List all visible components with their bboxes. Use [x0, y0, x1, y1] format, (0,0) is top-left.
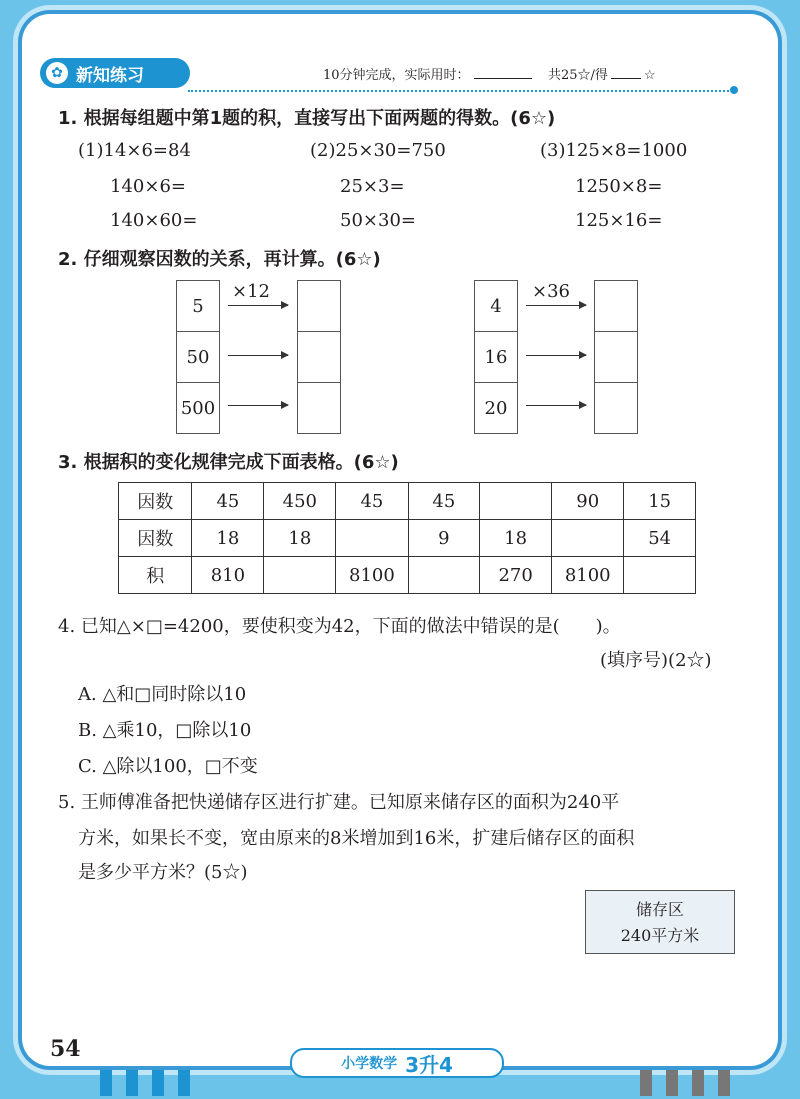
answer-cell[interactable] — [298, 332, 340, 383]
q1-b-2: 50×30= — [340, 210, 416, 231]
table-cell-blank[interactable] — [624, 557, 696, 594]
row-header: 因数 — [119, 520, 192, 557]
book-label — [290, 1048, 504, 1078]
arrow-icon — [228, 355, 288, 356]
answer-cell[interactable] — [298, 383, 340, 433]
q1-a-1: 140×6= — [110, 176, 186, 197]
answer-cell[interactable] — [595, 281, 637, 332]
q1-given-3: (3)125×8=1000 — [540, 140, 688, 161]
table-cell: 18 — [264, 520, 336, 557]
table-cell: 90 — [552, 483, 624, 520]
table-cell: 810 — [192, 557, 264, 594]
table-cell-blank[interactable] — [264, 557, 336, 594]
book-subject: 小学数学 — [341, 1056, 398, 1072]
table-cell: 270 — [480, 557, 552, 594]
q4-option-a: A. △和□同时除以10 — [78, 684, 247, 705]
table-cell: 450 — [264, 483, 336, 520]
q1-b-1: 140×60= — [110, 210, 198, 231]
table-cell: 15 — [624, 483, 696, 520]
q2-right-input: 4 — [475, 281, 517, 332]
arrow-icon — [228, 405, 288, 406]
table-row — [119, 557, 696, 594]
score-prefix: 共25☆/得 — [547, 68, 608, 83]
header-dot — [730, 86, 738, 94]
header — [38, 58, 738, 92]
answer-cell[interactable] — [595, 383, 637, 433]
q2-left-inputs — [176, 280, 220, 434]
q1-given-2: (2)25×30=750 — [310, 140, 446, 161]
time-text: 10分钟完成，实际用时： — [323, 68, 470, 83]
q2-right-inputs — [474, 280, 518, 434]
table-row — [119, 520, 696, 557]
table-cell-blank[interactable] — [552, 520, 624, 557]
q4-option-b: B. △乘10，□除以10 — [78, 720, 252, 741]
answer-cell[interactable] — [595, 332, 637, 383]
table-cell: 45 — [192, 483, 264, 520]
row-header: 因数 — [119, 483, 192, 520]
section-badge — [40, 58, 190, 88]
arrow-icon — [526, 355, 586, 356]
table-cell: 8100 — [336, 557, 408, 594]
time-blank[interactable] — [474, 78, 532, 79]
row-header: 积 — [119, 557, 192, 594]
table-row — [119, 483, 696, 520]
header-divider — [188, 90, 733, 92]
q2-left-input: 500 — [180, 397, 216, 419]
score-blank[interactable] — [611, 78, 641, 79]
footer-stripes-left — [100, 1070, 190, 1096]
arrow-icon — [526, 405, 586, 406]
q5-line-1: 5. 王师傅准备把快递储存区进行扩建。已知原来储存区的面积为240平 — [58, 792, 620, 813]
answer-cell[interactable] — [298, 281, 340, 332]
q3-title: 3. 根据积的变化规律完成下面表格。(6☆) — [58, 452, 399, 473]
q5-line-2: 方米，如果长不变，宽由原来的8米增加到16米，扩建后储存区的面积 — [78, 828, 635, 849]
q2-right-operator: ×36 — [532, 281, 570, 302]
book-grade: 3升4 — [405, 1052, 453, 1077]
arrow-icon — [228, 305, 288, 306]
q1-a-3: 1250×8= — [575, 176, 663, 197]
storage-name: 储存区 — [635, 900, 684, 919]
q2-left-input: 50 — [177, 332, 219, 383]
q4-note: (填序号)(2☆) — [600, 650, 712, 671]
arrow-icon — [526, 305, 586, 306]
factor-table — [118, 482, 696, 594]
time-score-info — [323, 64, 656, 83]
table-cell: 45 — [336, 483, 408, 520]
q2-right-input: 16 — [475, 332, 517, 383]
q2-left-answers — [297, 280, 341, 434]
footer-stripes-right — [640, 1070, 730, 1096]
q2-left-operator: ×12 — [232, 281, 270, 302]
badge-label: 新知练习 — [76, 65, 144, 86]
table-cell: 18 — [480, 520, 552, 557]
table-cell: 18 — [192, 520, 264, 557]
q4-option-c: C. △除以100，□不变 — [78, 756, 258, 777]
page-number: 54 — [50, 1036, 81, 1062]
table-cell-blank[interactable] — [336, 520, 408, 557]
table-cell-blank[interactable] — [408, 557, 480, 594]
score-suffix: ☆ — [643, 68, 656, 83]
table-cell-blank[interactable] — [480, 483, 552, 520]
q1-a-2: 25×3= — [340, 176, 405, 197]
table-cell: 9 — [408, 520, 480, 557]
table-cell: 54 — [624, 520, 696, 557]
q1-title: 1. 根据每组题中第1题的积，直接写出下面两题的得数。(6☆) — [58, 108, 556, 129]
storage-area-diagram — [585, 890, 735, 954]
storage-area: 240平方米 — [620, 926, 700, 945]
q2-title: 2. 仔细观察因数的关系，再计算。(6☆) — [58, 249, 381, 270]
q2-right-input: 20 — [484, 397, 508, 419]
q5-line-3: 是多少平方米？(5☆) — [78, 862, 248, 883]
q1-given-1: (1)14×6=84 — [78, 140, 191, 161]
table-cell: 8100 — [552, 557, 624, 594]
medal-icon: ✿ — [46, 62, 68, 84]
q1-b-3: 125×16= — [575, 210, 663, 231]
q2-left-input: 5 — [177, 281, 219, 332]
table-cell: 45 — [408, 483, 480, 520]
q2-right-answers — [594, 280, 638, 434]
q4-title: 4. 已知△×□=4200，要使积变为42，下面的做法中错误的是( )。 — [58, 616, 621, 637]
